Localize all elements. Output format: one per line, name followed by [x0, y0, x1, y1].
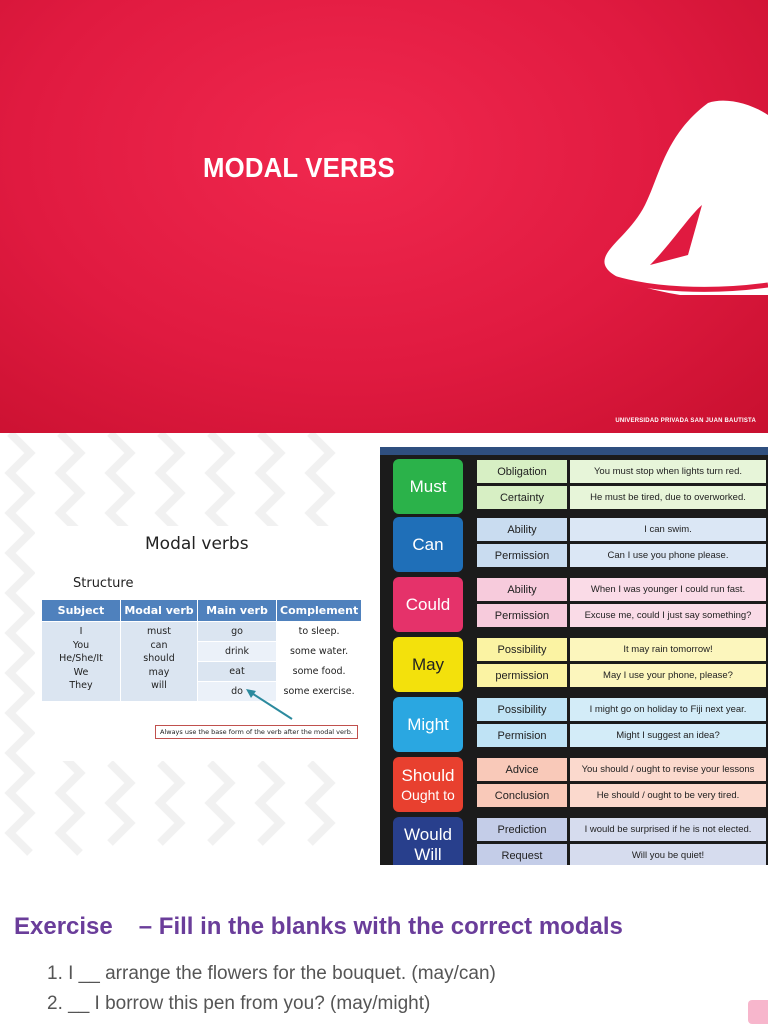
- verb-name: Should: [401, 765, 455, 785]
- verb-label: [393, 577, 463, 632]
- use-cell: Conclusion: [477, 784, 567, 807]
- complement-cell: some food.: [277, 662, 362, 682]
- verb-name: Might: [407, 714, 449, 734]
- title-slide: [0, 0, 768, 433]
- use-cell: Advice: [477, 758, 567, 781]
- exercise-item: 2. __ I borrow this pen from you? (may/might): [47, 993, 431, 1014]
- verb-row-can: [390, 515, 768, 573]
- use-cell: Ability: [477, 518, 567, 541]
- verb-row-must: [390, 457, 768, 515]
- use-cell: Prediction: [477, 818, 567, 841]
- modal-item: can: [150, 639, 168, 651]
- use-cell: Possibility: [477, 638, 567, 661]
- use-cell: Request: [477, 844, 567, 867]
- modal-verbs-slide: [0, 433, 768, 1024]
- main-verb-cell: drink: [198, 642, 277, 662]
- use-cell: Permission: [477, 604, 567, 627]
- use-cell: Certainty: [477, 486, 567, 509]
- use-cell: Ability: [477, 578, 567, 601]
- verb-label: [393, 757, 463, 812]
- main-verb-cell: do: [198, 682, 277, 702]
- verb-name-secondary: Ought to: [401, 786, 455, 803]
- example-cell: Will you be quiet!: [570, 844, 766, 867]
- verb-name: May: [411, 654, 445, 674]
- example-cell: He must be tired, due to overworked.: [570, 486, 766, 509]
- verb-name-secondary: Will: [414, 844, 442, 864]
- subject-item: I: [79, 626, 83, 637]
- use-cell: permission: [477, 664, 567, 687]
- verb-label: [393, 817, 463, 872]
- verb-label: [393, 697, 463, 752]
- university-name: UNIVERSIDAD PRIVADA SAN JUAN BAUTISTA: [615, 418, 756, 424]
- exercise-item: 1. I __ arrange the flowers for the bouquet. (may/can): [47, 963, 496, 984]
- example-cell: Excuse me, could I just say something?: [570, 604, 766, 627]
- example-cell: When I was younger I could run fast.: [570, 578, 766, 601]
- verb-label: [393, 637, 463, 692]
- verb-row-should: [390, 755, 768, 813]
- verb-name: Would: [404, 824, 452, 844]
- main-verb-cell: eat: [198, 662, 277, 682]
- main-verb-cell: go: [198, 622, 277, 642]
- chart-top-bar: [380, 447, 768, 455]
- decorative-mark: [748, 1000, 768, 1024]
- base-form-note: Always use the base form of the verb after the modal verb.: [155, 725, 358, 739]
- example-cell: You should / ought to revise your lessons: [570, 758, 766, 781]
- verb-row-could: [390, 575, 768, 633]
- example-cell: He should / ought to be very tired.: [570, 784, 766, 807]
- modal-verbs-chart: [380, 447, 768, 865]
- complement-cell: to sleep.: [277, 622, 362, 642]
- verb-row-might: [390, 695, 768, 753]
- verb-name: Can: [412, 534, 444, 554]
- exercise-section: [0, 865, 768, 1024]
- modal-item: may: [148, 666, 170, 678]
- arrow-icon: [240, 686, 310, 721]
- structure-table: [41, 599, 362, 702]
- structure-card-title: Modal verbs: [145, 534, 249, 554]
- subject-item: He/She/It: [59, 653, 103, 664]
- exercise-title-instruction: – Fill in the blanks with the correct modals: [138, 913, 623, 940]
- header-main-verb: Main verb: [198, 600, 277, 622]
- complement-cell: some exercise.: [277, 682, 362, 702]
- verb-name: Must: [409, 476, 447, 496]
- structure-label: Structure: [73, 576, 134, 591]
- example-cell: Might I suggest an idea?: [570, 724, 766, 747]
- example-cell: I can swim.: [570, 518, 766, 541]
- subject-item: They: [69, 680, 93, 691]
- use-cell: Obligation: [477, 460, 567, 483]
- header-modal-verb: Modal verb: [121, 600, 198, 622]
- example-cell: It may rain tomorrow!: [570, 638, 766, 661]
- use-cell: Possibility: [477, 698, 567, 721]
- header-subject: Subject: [42, 600, 121, 622]
- subject-item: We: [73, 666, 89, 678]
- slide-title: MODAL VERBS: [203, 152, 395, 183]
- modal-item: should: [143, 653, 175, 664]
- header-complement: Complement: [277, 600, 362, 622]
- example-cell: Can I use you phone please.: [570, 544, 766, 567]
- verb-row-may: [390, 635, 768, 693]
- complement-cell: some water.: [277, 642, 362, 662]
- subject-item: You: [72, 639, 90, 651]
- modal-item: will: [151, 680, 167, 691]
- subjects-cell: [42, 622, 121, 702]
- verb-label: [393, 459, 463, 514]
- modal-verbs-structure-card: [35, 526, 370, 761]
- verb-name: Could: [405, 594, 451, 614]
- bell-icon: [590, 95, 768, 295]
- exercise-title-word: Exercise: [14, 913, 113, 940]
- use-cell: Permision: [477, 724, 567, 747]
- exercise-title: [14, 913, 623, 941]
- example-cell: I might go on holiday to Fiji next year.: [570, 698, 766, 721]
- modals-cell: [121, 622, 198, 702]
- use-cell: Permission: [477, 544, 567, 567]
- example-cell: You must stop when lights turn red.: [570, 460, 766, 483]
- example-cell: I would be surprised if he is not elected.: [570, 818, 766, 841]
- example-cell: May I use your phone, please?: [570, 664, 766, 687]
- modal-item: must: [147, 626, 171, 637]
- verb-label: [393, 517, 463, 572]
